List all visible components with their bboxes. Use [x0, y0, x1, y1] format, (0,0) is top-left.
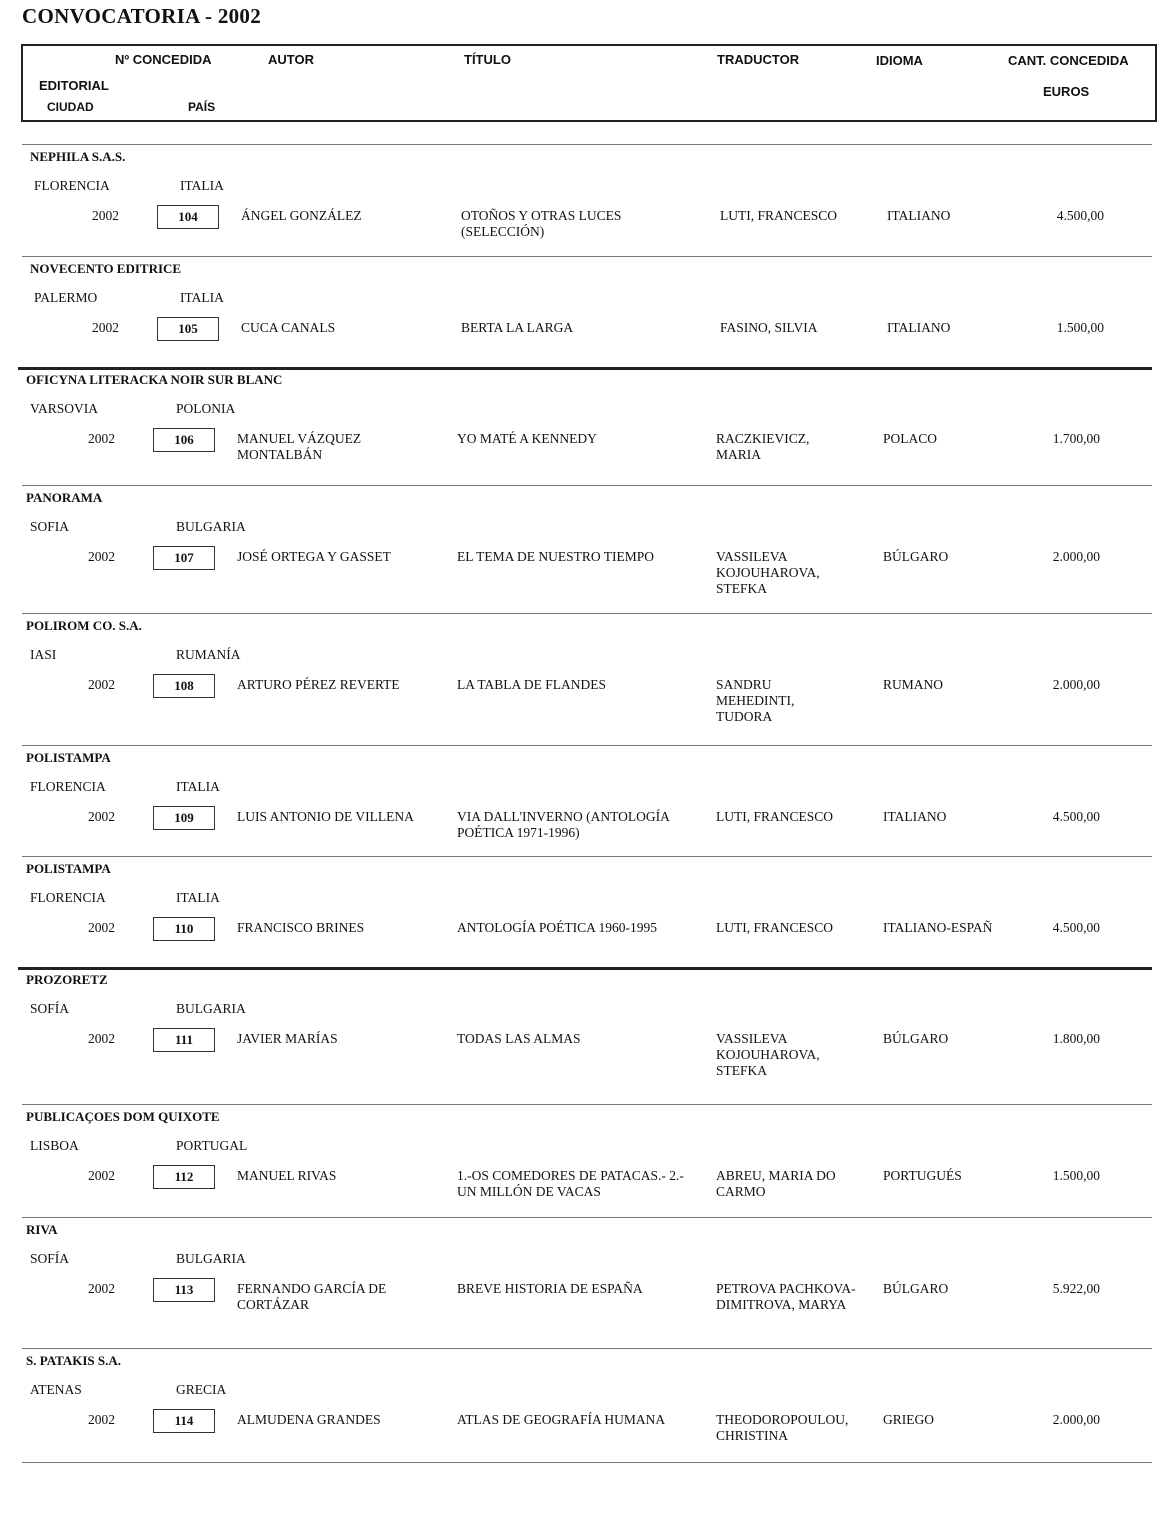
grant-year: 2002 [88, 549, 115, 564]
language: BÚLGARO [883, 1031, 949, 1046]
publisher-name: POLIROM CO. S.A. [26, 618, 142, 633]
language: POLACO [883, 431, 938, 446]
grant-year: 2002 [88, 809, 115, 824]
author: ARTURO PÉREZ REVERTE [237, 677, 400, 692]
header-num: Nº CONCEDIDA [115, 52, 212, 67]
publisher-city: IASI [30, 647, 57, 662]
row-divider [18, 367, 1152, 370]
amount-euros: 4.500,00 [1052, 809, 1100, 824]
publisher-name: S. PATAKIS S.A. [26, 1353, 121, 1368]
publisher-name: PANORAMA [26, 490, 103, 505]
publisher-country: BULGARIA [176, 519, 246, 534]
work-title: ANTOLOGÍA POÉTICA 1960-1995 [457, 920, 657, 935]
work-title: ATLAS DE GEOGRAFÍA HUMANA [457, 1412, 666, 1427]
row-divider [22, 1348, 1152, 1349]
row-divider [22, 1462, 1152, 1463]
work-title: BREVE HISTORIA DE ESPAÑA [457, 1281, 643, 1296]
translator: LUTI, FRANCESCO [716, 809, 834, 824]
author: FRANCISCO BRINES [237, 920, 365, 935]
grant-year: 2002 [88, 677, 115, 692]
publisher-city: SOFIA [30, 519, 70, 534]
translator: LUTI, FRANCESCO [716, 920, 834, 935]
grant-number: 111 [153, 1028, 215, 1052]
grant-year: 2002 [88, 1281, 115, 1296]
language: BÚLGARO [883, 1281, 949, 1296]
work-title: BERTA LA LARGA [461, 320, 574, 335]
grant-number: 112 [153, 1165, 215, 1189]
amount-euros: 1.500,00 [1052, 1168, 1100, 1183]
translator: RACZKIEVICZ, MARIA [716, 431, 810, 462]
header-cant: CANT. CONCEDIDA [1008, 53, 1129, 68]
grant-year: 2002 [92, 320, 119, 335]
work-title: 1.-OS COMEDORES DE PATACAS.- 2.-UN MILLÓN DE VACAS [457, 1168, 684, 1199]
work-title: LA TABLA DE FLANDES [457, 677, 607, 692]
row-divider [22, 856, 1152, 857]
work-title: VIA DALL'INVERNO (ANTOLOGÍA POÉTICA 1971-1996) [457, 809, 670, 840]
publisher-name: RIVA [26, 1222, 58, 1237]
grant-year: 2002 [92, 208, 119, 223]
header-traductor: TRADUCTOR [717, 52, 800, 67]
work-title: YO MATÉ A KENNEDY [457, 431, 597, 446]
header-euros: EUROS [1043, 84, 1090, 99]
publisher-name: OFICYNA LITERACKA NOIR SUR BLANC [26, 372, 283, 387]
publisher-city: ATENAS [30, 1382, 82, 1397]
publisher-country: ITALIA [180, 178, 224, 193]
header-pais: PAÍS [188, 100, 216, 114]
column-header-box [21, 44, 1157, 122]
grant-number: 104 [157, 205, 219, 229]
translator: SANDRU MEHEDINTI, TUDORA [716, 677, 795, 724]
translator: THEODOROPOULOU, CHRISTINA [716, 1412, 849, 1443]
header-editorial: EDITORIAL [39, 78, 109, 93]
amount-euros: 4.500,00 [1056, 208, 1104, 223]
amount-euros: 5.922,00 [1052, 1281, 1100, 1296]
grant-number: 107 [153, 546, 215, 570]
grant-number: 114 [153, 1409, 215, 1433]
grant-year: 2002 [88, 1031, 115, 1046]
publisher-country: RUMANÍA [176, 647, 241, 662]
translator: VASSILEVA KOJOUHAROVA, STEFKA [716, 549, 820, 596]
grant-year: 2002 [88, 1412, 115, 1427]
grant-number: 108 [153, 674, 215, 698]
publisher-name: NEPHILA S.A.S. [30, 149, 126, 164]
author: FERNANDO GARCÍA DE CORTÁZAR [237, 1281, 387, 1312]
publisher-country: ITALIA [176, 779, 220, 794]
publisher-country: BULGARIA [176, 1001, 246, 1016]
publisher-city: SOFÍA [30, 1001, 70, 1016]
grant-year: 2002 [88, 920, 115, 935]
grant-number: 110 [153, 917, 215, 941]
grant-year: 2002 [88, 431, 115, 446]
author: ALMUDENA GRANDES [237, 1412, 381, 1427]
publisher-city: FLORENCIA [30, 890, 106, 905]
row-divider [22, 613, 1152, 614]
publisher-country: ITALIA [176, 890, 220, 905]
publisher-country: GRECIA [176, 1382, 227, 1397]
publisher-country: POLONIA [176, 401, 236, 416]
publisher-name: PROZORETZ [26, 972, 108, 987]
publisher-name: NOVECENTO EDITRICE [30, 261, 182, 276]
header-titulo: TÍTULO [464, 52, 511, 67]
translator: ABREU, MARIA DO CARMO [716, 1168, 836, 1199]
publisher-country: BULGARIA [176, 1251, 246, 1266]
work-title: OTOÑOS Y OTRAS LUCES (SELECCIÓN) [461, 208, 622, 239]
publisher-name: PUBLICAÇOES DOM QUIXOTE [26, 1109, 220, 1124]
author: MANUEL RIVAS [237, 1168, 337, 1183]
language: GRIEGO [883, 1412, 934, 1427]
row-divider [18, 967, 1152, 970]
translator: LUTI, FRANCESCO [720, 208, 838, 223]
language: ITALIANO-ESPAÑ [883, 920, 993, 935]
row-divider [22, 485, 1152, 486]
author: CUCA CANALS [241, 320, 336, 335]
row-divider [22, 256, 1152, 257]
row-divider [22, 144, 1152, 145]
publisher-city: PALERMO [34, 290, 98, 305]
translator: PETROVA PACHKOVA-DIMITROVA, MARYA [716, 1281, 856, 1312]
language: ITALIANO [887, 320, 951, 335]
author: LUIS ANTONIO DE VILLENA [237, 809, 414, 824]
grant-number: 113 [153, 1278, 215, 1302]
author: ÁNGEL GONZÁLEZ [241, 208, 362, 223]
publisher-city: SOFÍA [30, 1251, 70, 1266]
grant-number: 106 [153, 428, 215, 452]
author: MANUEL VÁZQUEZ MONTALBÁN [237, 431, 362, 462]
publisher-city: FLORENCIA [34, 178, 110, 193]
header-autor: AUTOR [268, 52, 314, 67]
work-title: TODAS LAS ALMAS [457, 1031, 581, 1046]
header-ciudad: CIUDAD [47, 100, 94, 114]
publisher-name: POLISTAMPA [26, 861, 111, 876]
language: PORTUGUÉS [883, 1168, 962, 1183]
row-divider [22, 1104, 1152, 1105]
language: BÚLGARO [883, 549, 949, 564]
amount-euros: 2.000,00 [1052, 1412, 1100, 1427]
row-divider [22, 745, 1152, 746]
page-title: CONVOCATORIA - 2002 [22, 4, 262, 28]
language: ITALIANO [883, 809, 947, 824]
publisher-city: LISBOA [30, 1138, 79, 1153]
publisher-city: VARSOVIA [30, 401, 99, 416]
publisher-country: PORTUGAL [176, 1138, 248, 1153]
amount-euros: 1.500,00 [1056, 320, 1104, 335]
publisher-city: FLORENCIA [30, 779, 106, 794]
amount-euros: 2.000,00 [1052, 549, 1100, 564]
header-idioma: IDIOMA [876, 53, 923, 68]
grant-number: 109 [153, 806, 215, 830]
language: ITALIANO [887, 208, 951, 223]
amount-euros: 4.500,00 [1052, 920, 1100, 935]
publisher-country: ITALIA [180, 290, 224, 305]
amount-euros: 1.700,00 [1052, 431, 1100, 446]
grant-number: 105 [157, 317, 219, 341]
grant-year: 2002 [88, 1168, 115, 1183]
publisher-name: POLISTAMPA [26, 750, 111, 765]
amount-euros: 1.800,00 [1052, 1031, 1100, 1046]
author: JOSÉ ORTEGA Y GASSET [237, 549, 391, 564]
translator: FASINO, SILVIA [720, 320, 818, 335]
author: JAVIER MARÍAS [237, 1031, 338, 1046]
amount-euros: 2.000,00 [1052, 677, 1100, 692]
row-divider [22, 1217, 1152, 1218]
work-title: EL TEMA DE NUESTRO TIEMPO [457, 549, 655, 564]
language: RUMANO [883, 677, 944, 692]
translator: VASSILEVA KOJOUHAROVA, STEFKA [716, 1031, 820, 1078]
